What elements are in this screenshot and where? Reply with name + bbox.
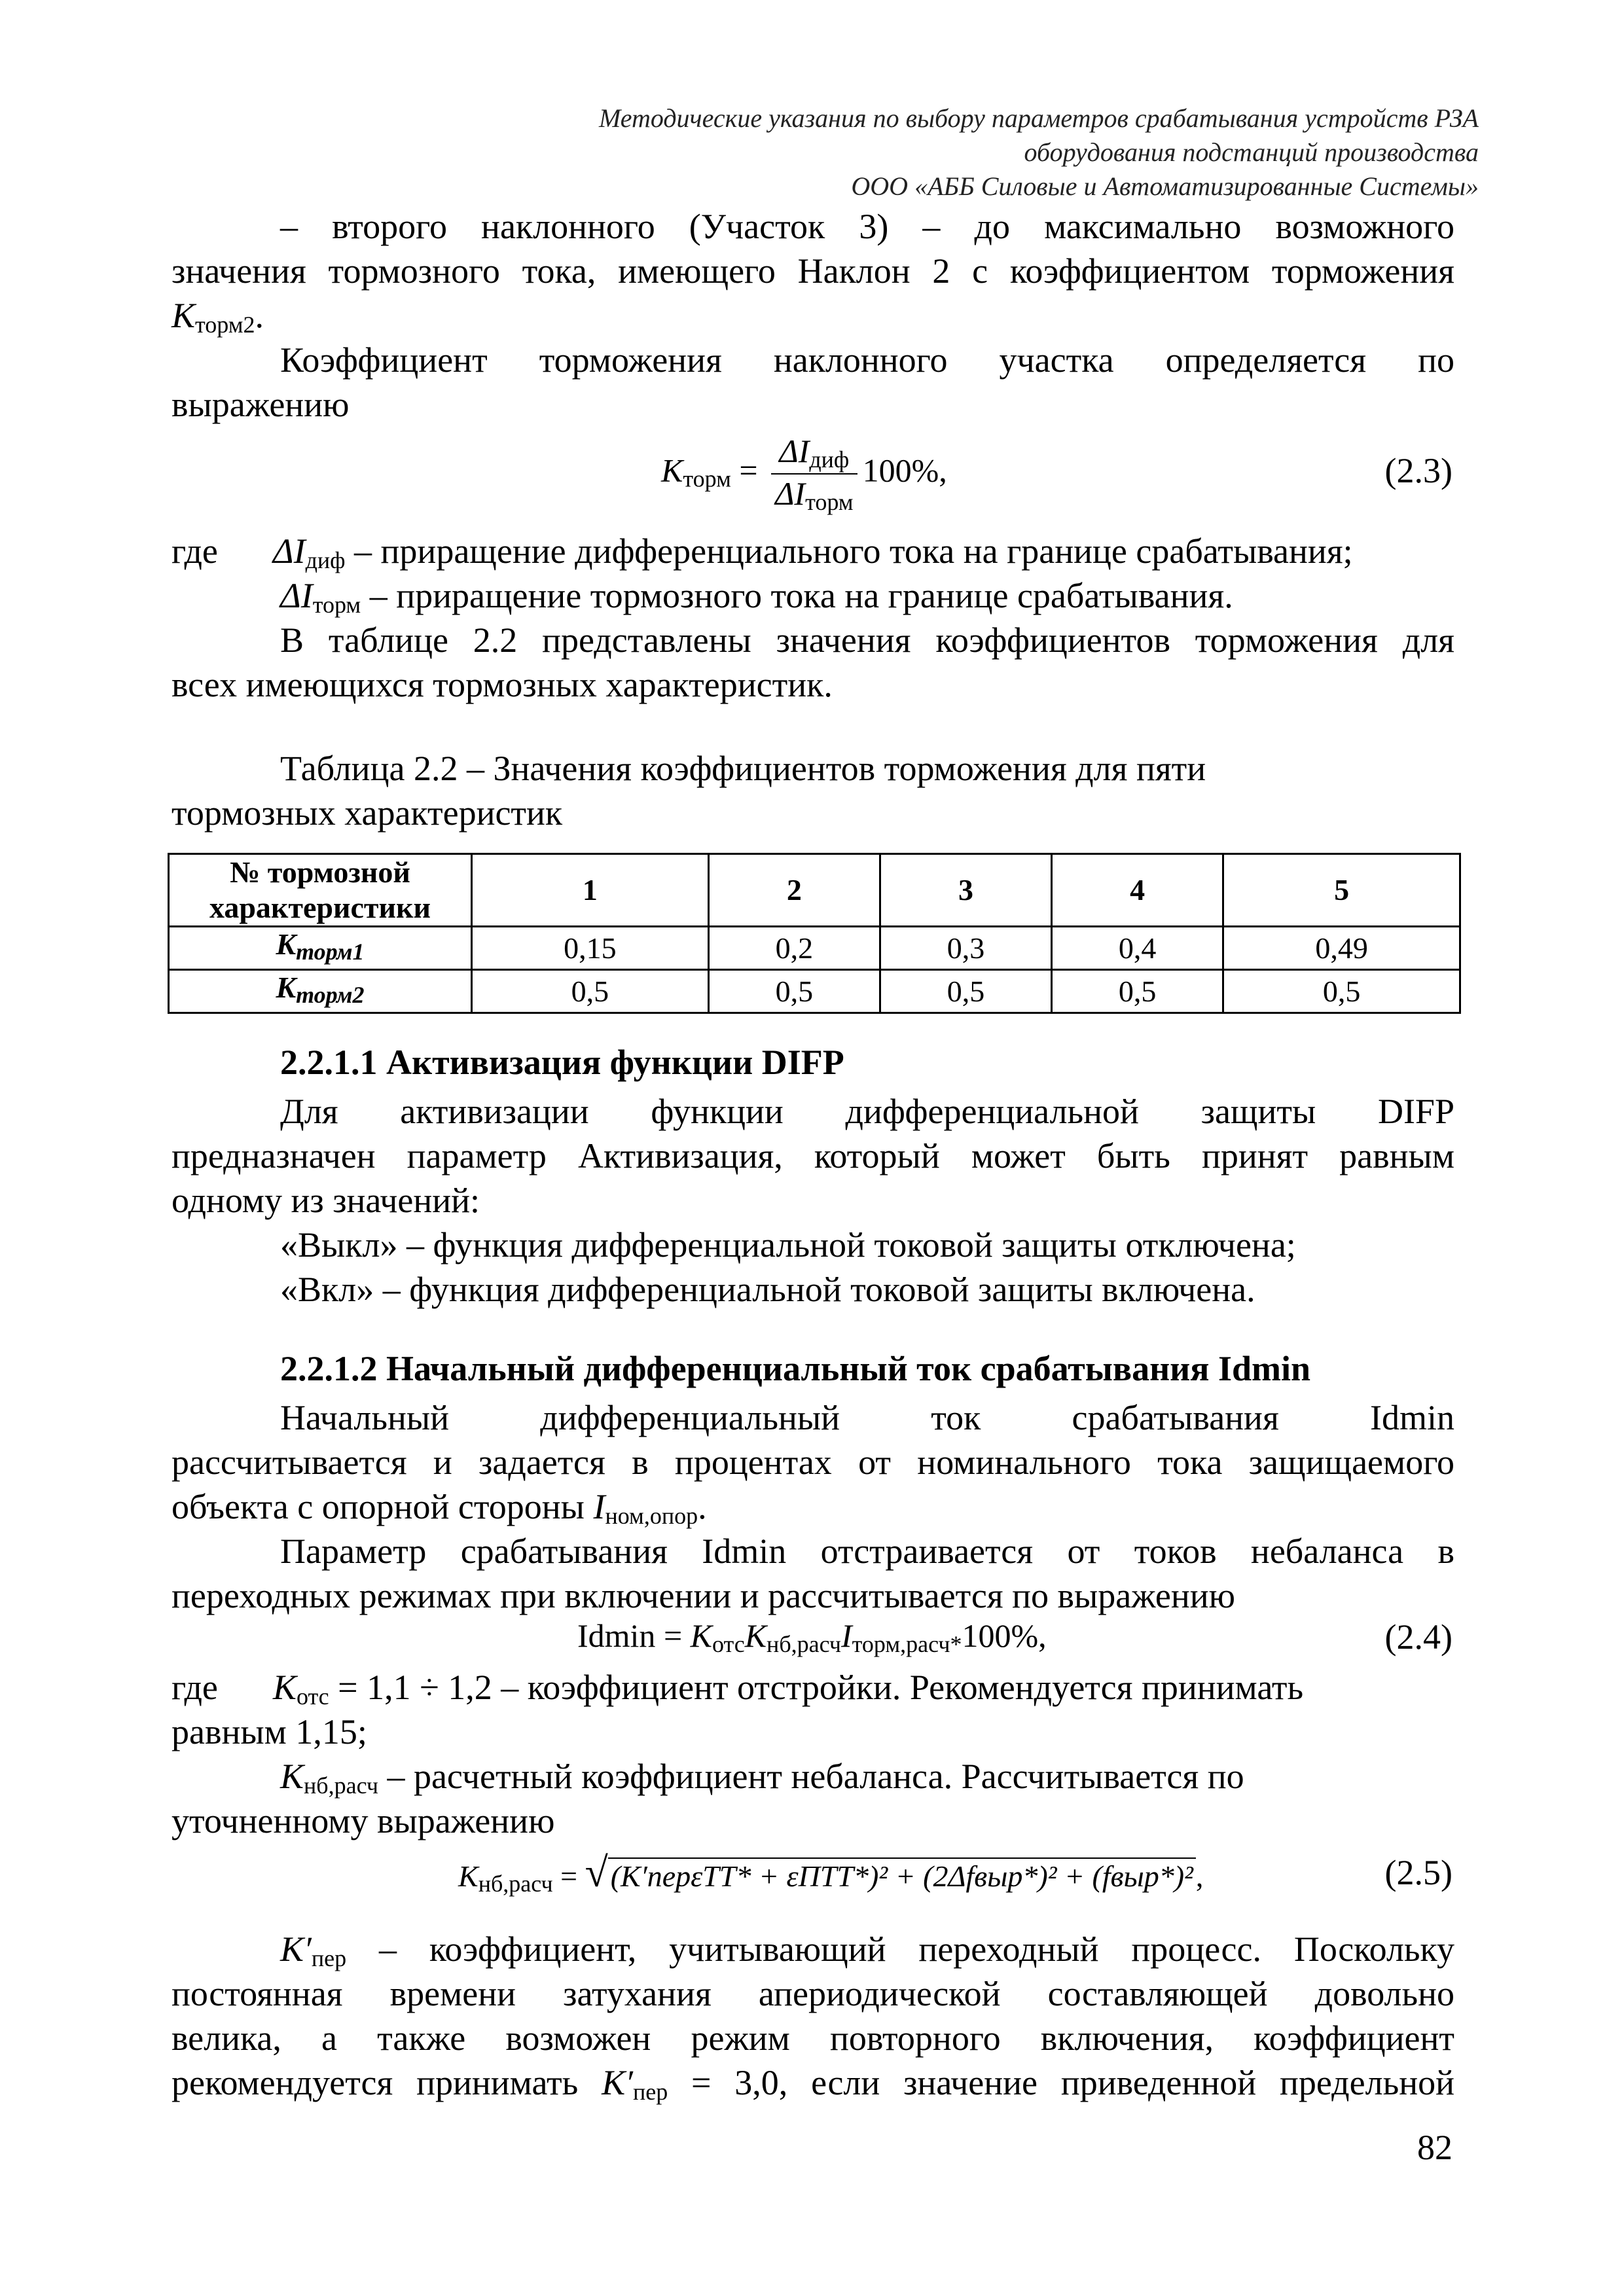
para4-line1-text: – коэффициент, учитывающий переходный процесс. Поскольку <box>379 1929 1454 1969</box>
eq24-number: (2.4) <box>1384 1617 1453 1657</box>
header-label-1: № тормозной <box>230 855 410 889</box>
table-cell: 0,5 <box>880 970 1051 1013</box>
header-col-2: 2 <box>708 854 880 927</box>
where1-d1: ΔI <box>272 531 306 571</box>
where2-k2: K <box>280 1757 304 1796</box>
table-row <box>169 970 1460 1013</box>
para2-line1: Коэффициент торможения наклонного участка определяется по <box>280 340 1454 380</box>
eq24-i-sub: торм,расч* <box>852 1631 962 1657</box>
eq23-denominator <box>771 475 857 516</box>
where1-label: где <box>171 531 218 571</box>
header-line-2: оборудования подстанций производства <box>1024 137 1479 167</box>
eq24-i: I <box>840 1617 852 1654</box>
where2-line4: уточненному выражению <box>171 1801 555 1840</box>
header-col-1: 1 <box>472 854 709 927</box>
eq23-lhs: K <box>661 452 683 489</box>
sec1-line1: Для активизации функции дифференциальной защиты DIFP <box>280 1092 1454 1131</box>
eq23-equals: = <box>739 452 758 489</box>
eq24-k2: K <box>744 1617 767 1654</box>
sec2-end: . <box>698 1487 707 1526</box>
where2-label: где <box>171 1668 218 1707</box>
table-cell: 0,5 <box>1052 970 1223 1013</box>
eq25-radicand: (K′перεТТ* + εПТТ*)² + (2Δfвыр*)² + (fвыр*)² <box>608 1857 1196 1893</box>
eq23-den-sub: торм <box>805 489 854 515</box>
where2-k2-sub: нб,расч <box>304 1772 378 1799</box>
eq23-numerator <box>771 432 857 475</box>
equation-2-4 <box>577 1617 1047 1658</box>
eq25-lhs-sub: нб,расч <box>478 1871 553 1897</box>
header-line-1: Методические указания по выбору параметров срабатывания устройств РЗА <box>598 103 1479 133</box>
sec1-line2: предназначен параметр Активизация, который может быть принят равным <box>171 1136 1454 1175</box>
table-cell: 0,49 <box>1223 927 1460 970</box>
eq24-lhs: Idmin <box>577 1617 656 1654</box>
para3-line2: всех имеющихся тормозных характеристик. <box>171 665 833 704</box>
where2-k: K <box>272 1668 297 1707</box>
eq25-tail: , <box>1195 1859 1204 1893</box>
para4-line4b: = 3,0, если значение приведенной предельной <box>691 2063 1454 2102</box>
table-caption-line2: тормозных характеристик <box>171 793 563 833</box>
running-header <box>599 101 1479 204</box>
row1-label <box>169 927 472 970</box>
eq25-number: (2.5) <box>1384 1853 1453 1892</box>
row2-k: K <box>276 971 297 1004</box>
eq23-lhs-sub: торм <box>683 465 731 492</box>
eq25-equals: = <box>560 1859 578 1893</box>
header-line-3: ООО «АББ Силовые и Автоматизированные Системы» <box>851 171 1479 201</box>
sqrt-icon: √ <box>585 1849 608 1895</box>
header-label-cell <box>169 854 472 927</box>
table-cell: 0,2 <box>708 927 880 970</box>
eq24-k1-sub: отс <box>712 1631 745 1657</box>
table-header-row <box>169 854 1460 927</box>
eq24-tail: 100%, <box>962 1617 1047 1654</box>
sec1-line5: «Вкл» – функция дифференциальной токовой защиты включена. <box>280 1270 1255 1309</box>
eq23-den-text: ΔI <box>775 475 806 512</box>
para1-line1: – второго наклонного (Участок 3) – до максимально возможного <box>280 207 1454 246</box>
table-cell: 0,15 <box>472 927 709 970</box>
where2-line2: равным 1,15; <box>171 1712 367 1751</box>
eq24-k2-sub: нб,расч <box>767 1631 841 1657</box>
section-2-2-1-1-title: 2.2.1.1 Активизация функции DIFP <box>280 1043 844 1082</box>
para4-k2-sub: пер <box>632 2079 668 2105</box>
table-cell: 0,4 <box>1052 927 1223 970</box>
para4-line3: велика, а также возможен режим повторного включения, коэффициент <box>171 2018 1454 2058</box>
row2-label <box>169 970 472 1013</box>
para3-line1: В таблице 2.2 представлены значения коэффициентов торможения для <box>280 620 1454 660</box>
eq23-num-sub: диф <box>809 446 850 473</box>
equation-2-5 <box>458 1848 1203 1897</box>
header-label-2: характеристики <box>209 891 431 924</box>
equation-2-3 <box>661 432 947 516</box>
para1-line2: значения тормозного тока, имеющего Наклон 2 с коэффициентом торможения <box>171 251 1454 291</box>
eq23-tail: 100%, <box>862 452 947 489</box>
para4-k: K′ <box>280 1929 312 1969</box>
where2-k-sub: отс <box>296 1683 329 1710</box>
sec2-line2: рассчитывается и задается в процентах от номинального тока защищаемого <box>171 1443 1454 1482</box>
sec1-line4: «Выкл» – функция дифференциальной токовой защиты отключена; <box>280 1225 1296 1265</box>
eq23-number: (2.3) <box>1384 451 1453 490</box>
where1-d1-sub: диф <box>305 547 346 573</box>
where1-d2: ΔI <box>280 576 313 615</box>
row1-k: K <box>276 927 297 961</box>
sec2-i-sub: ном,опор <box>605 1503 698 1529</box>
eq23-fraction <box>771 432 857 516</box>
table-caption-line1: Таблица 2.2 – Значения коэффициентов торможения для пяти <box>280 749 1206 788</box>
eq25-lhs: K <box>458 1859 478 1893</box>
table-cell: 0,5 <box>1223 970 1460 1013</box>
where1-d1-text: – приращение дифференциального тока на границе срабатывания; <box>354 531 1353 571</box>
k-subscript: торм2 <box>195 312 255 338</box>
para2-line2: выражению <box>171 385 350 424</box>
para4-k-sub: пер <box>311 1945 347 1971</box>
sec2-line3-text: объекта с опорной стороны <box>171 1487 585 1526</box>
coefficients-table <box>168 853 1461 1014</box>
para4-line4 <box>171 2060 1454 2114</box>
table-cell: 0,5 <box>472 970 709 1013</box>
sec1-line3: одному из значений: <box>171 1181 480 1220</box>
para1-end: . <box>255 296 264 335</box>
sec2-line4: Параметр срабатывания Idmin отстраивается от токов небаланса в <box>280 1532 1454 1571</box>
where2-text3: – расчетный коэффициент небаланса. Рассчитывается по <box>387 1757 1244 1796</box>
page-number: 82 <box>1417 2128 1453 2167</box>
where1-d2-text: – приращение тормозного тока на границе срабатывания. <box>369 576 1233 615</box>
k-symbol: K <box>171 296 196 335</box>
eq23-num-text: ΔI <box>779 433 810 469</box>
table-cell: 0,5 <box>708 970 880 1013</box>
para4-k2: K′ <box>602 2063 633 2102</box>
header-col-3: 3 <box>880 854 1051 927</box>
para4-line4a: рекомендуется принимать <box>171 2063 579 2102</box>
sec2-i: I <box>593 1487 605 1526</box>
eq24-equals: = <box>663 1617 683 1654</box>
sec2-line1: Начальный дифференциальный ток срабатывания Idmin <box>280 1398 1454 1437</box>
table-row <box>169 927 1460 970</box>
sec2-line5: переходных режимах при включении и рассчитывается по выражению <box>171 1576 1235 1615</box>
eq24-k1: K <box>690 1617 712 1654</box>
table-cell: 0,3 <box>880 927 1051 970</box>
row2-k-sub: торм2 <box>296 982 365 1008</box>
where2-text1: = 1,1 ÷ 1,2 – коэффициент отстройки. Рекомендуется принимать <box>338 1668 1304 1707</box>
para4-line2: постоянная времени затухания апериодической составляющей довольно <box>171 1974 1454 2013</box>
header-col-5: 5 <box>1223 854 1460 927</box>
section-2-2-1-2-title: 2.2.1.2 Начальный дифференциальный ток срабатывания Idmin <box>280 1349 1311 1388</box>
header-col-4: 4 <box>1052 854 1223 927</box>
row1-k-sub: торм1 <box>296 939 365 965</box>
where1-d2-sub: торм <box>312 592 361 618</box>
